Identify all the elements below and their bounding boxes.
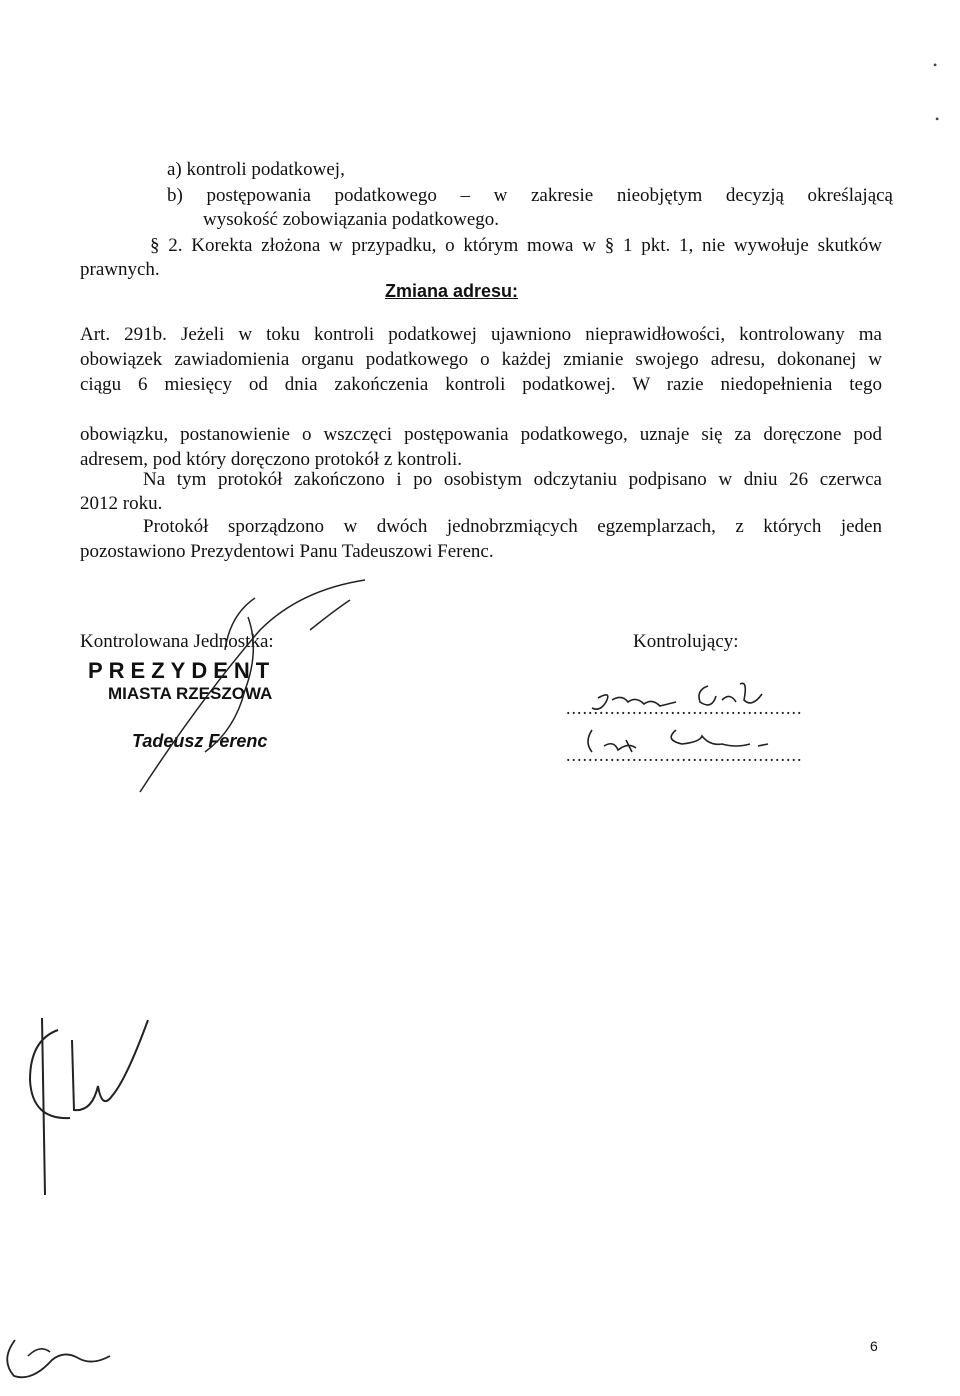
scan-mark: • <box>935 112 940 126</box>
closing-statement: Na tym protokół zakończono i po osobistym odczytaniu podpisano w dniu 26 czerwca <box>143 469 882 490</box>
paragraph-2-continuation: prawnych. <box>80 259 160 280</box>
article-291b-line: Art. 291b. Jeżeli w toku kontroli podatkowej ujawniono nieprawidłowości, kontrolowany ma <box>80 324 882 345</box>
article-291b-line: obowiązku, postanowienie o wszczęci postępowania podatkowego, uznaje się za doręczone pod <box>80 424 882 445</box>
signature-line: ........................................... <box>566 698 803 718</box>
page-number: 6 <box>870 1338 878 1354</box>
controlled-entity-label: Kontrolowana Jednostka: <box>80 631 274 652</box>
list-item-a: a) kontroli podatkowej, <box>167 159 345 180</box>
closing-statement-continuation: 2012 roku. <box>80 493 163 514</box>
copies-statement-continuation: pozostawiono Prezydentowi Panu Tadeuszowi Ferenc. <box>80 541 494 562</box>
inspector-label: Kontrolujący: <box>633 631 739 652</box>
list-item-b: b) postępowania podatkowego – w zakresie nieobjętym decyzją określającą <box>167 185 893 206</box>
copies-statement: Protokół sporządzono w dwóch jednobrzmiących egzemplarzach, z których jeden <box>143 516 882 537</box>
signature-line: ........................................... <box>566 745 803 765</box>
section-heading: Zmiana adresu: <box>385 281 519 301</box>
paragraph-2: § 2. Korekta złożona w przypadku, o którym mowa w § 1 pkt. 1, nie wywołuje skutków <box>150 235 882 256</box>
stamp-city: MIASTA RZESZOWA <box>108 684 273 703</box>
stamp-name: Tadeusz Ferenc <box>132 731 268 751</box>
stamp-title: PREZYDENT <box>88 658 276 683</box>
article-291b-line: obowiązek zawiadomienia organu podatkowego o każdej zmianie swojego adresu, dokonanej w <box>80 349 882 370</box>
list-item-b-continuation: wysokość zobowiązania podatkowego. <box>203 209 500 230</box>
scan-mark: • <box>933 58 938 72</box>
article-291b-line: adresem, pod który doręczono protokół z kontroli. <box>80 449 463 470</box>
article-291b-line: ciągu 6 miesięcy od dnia zakończenia kontroli podatkowej. W razie niedopełnienia tego <box>80 374 882 395</box>
